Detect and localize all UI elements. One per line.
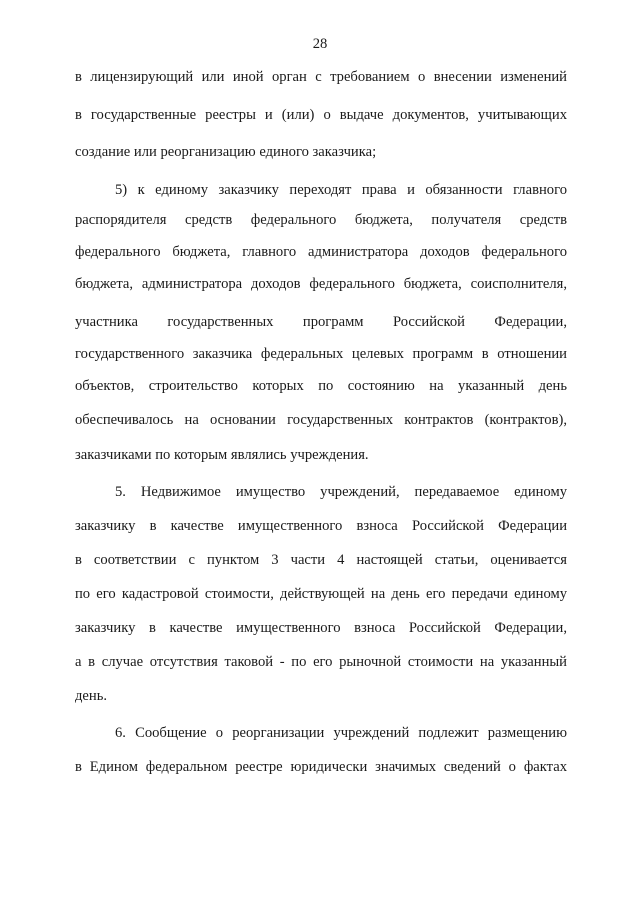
text-line: заказчиками по которым являлись учреждения. xyxy=(75,447,369,463)
text-line: государственного заказчика федеральных целевых программ в отношении xyxy=(75,346,567,362)
text-line: в Едином федеральном реестре юридически значимых сведений о фактах xyxy=(75,759,567,775)
text-line: в лицензирующий или иной орган с требованием о внесении изменений xyxy=(75,69,567,85)
text-line: а в случае отсутствия таковой - по его рыночной стоимости на указанный xyxy=(75,654,567,670)
page-number: 28 xyxy=(312,36,328,52)
text-line: бюджета, администратора доходов федерального бюджета, соисполнителя, xyxy=(75,276,567,292)
text-line: день. xyxy=(75,688,108,704)
text-line: объектов, строительство которых по состоянию на указанный день xyxy=(75,378,567,394)
text-line: 6. Сообщение о реорганизации учреждений подлежит размещению xyxy=(115,725,567,741)
text-line: участника государственных программ Российской Федерации, xyxy=(75,314,567,330)
text-line: в соответствии с пунктом 3 части 4 настоящей статьи, оценивается xyxy=(75,552,567,568)
text-line: 5. Недвижимое имущество учреждений, передаваемое единому xyxy=(115,484,567,500)
text-line: в государственные реестры и (или) о выдаче документов, учитывающих xyxy=(75,107,567,123)
text-line: распорядителя средств федерального бюджета, получателя средств xyxy=(75,212,567,228)
text-line: заказчику в качестве имущественного взноса Российской Федерации xyxy=(75,518,567,534)
text-line: создание или реорганизацию единого заказчика; xyxy=(75,144,377,160)
text-line: заказчику в качестве имущественного взноса Российской Федерации, xyxy=(75,620,567,636)
text-line: федерального бюджета, главного администратора доходов федерального xyxy=(75,244,567,260)
text-line: по его кадастровой стоимости, действующей на день его передачи единому xyxy=(75,586,567,602)
text-line: 5) к единому заказчику переходят права и обязанности главного xyxy=(115,182,567,198)
text-line: обеспечивалось на основании государственных контрактов (контрактов), xyxy=(75,412,567,428)
